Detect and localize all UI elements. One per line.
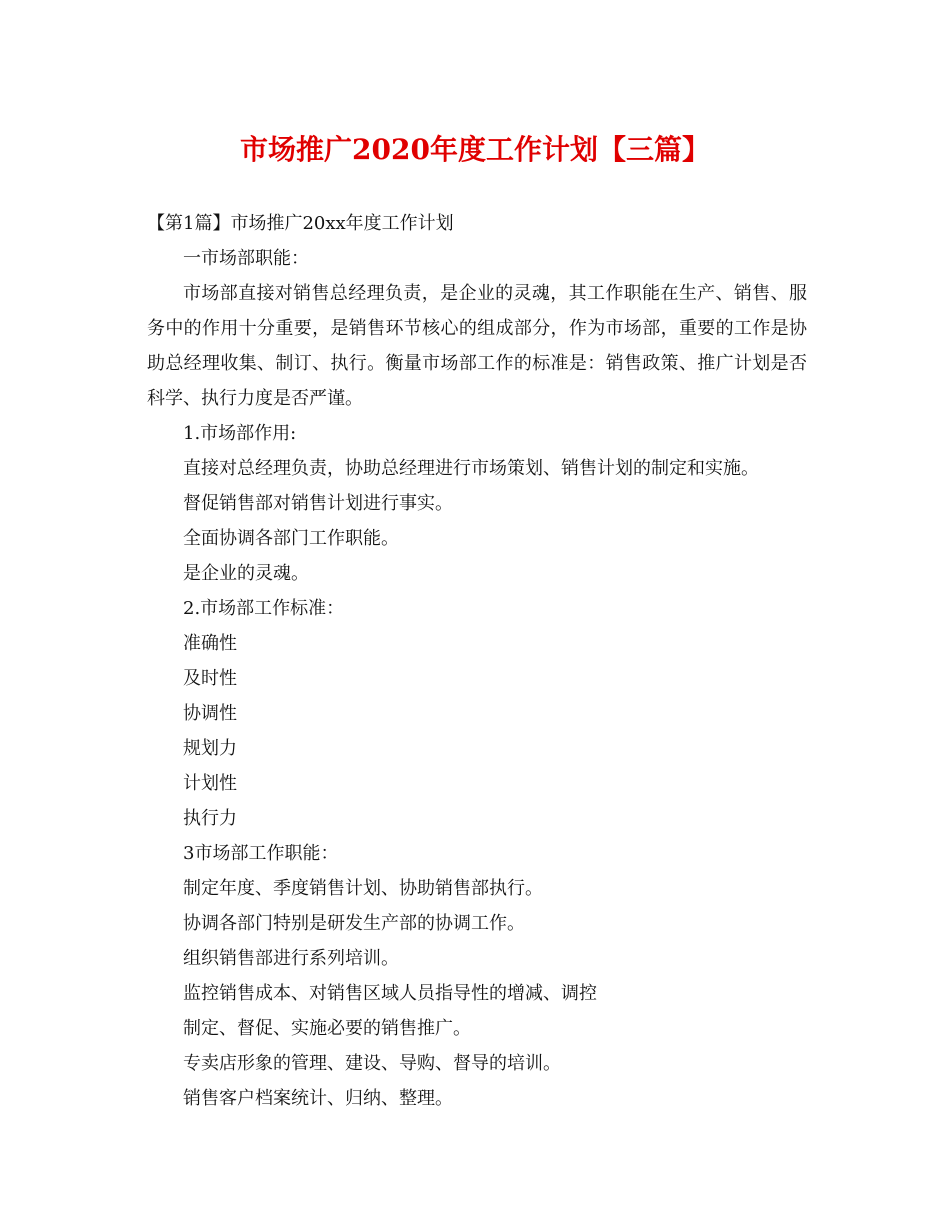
role-heading: 1.市场部作用: <box>183 423 297 444</box>
list-item: 协调性 <box>183 703 237 724</box>
standard-heading: 2.市场部工作标准： <box>183 598 345 619</box>
list-item: 是企业的灵魂。 <box>183 563 309 584</box>
section-heading: 【第1篇】市场推广20xx年度工作计划 <box>147 213 454 234</box>
part-heading: 一市场部职能： <box>183 248 309 269</box>
list-item: 制定、督促、实施必要的销售推广。 <box>183 1018 471 1039</box>
list-item: 协调各部门特别是研发生产部的协调工作。 <box>183 913 525 934</box>
list-item: 执行力 <box>183 808 237 829</box>
document-body <box>147 206 807 1116</box>
list-item: 计划性 <box>183 773 237 794</box>
list-item: 制定年度、季度销售计划、协助销售部执行。 <box>183 878 543 899</box>
list-item: 监控销售成本、对销售区域人员指导性的增减、调控 <box>183 983 597 1004</box>
list-item: 专卖店形象的管理、建设、导购、督导的培训。 <box>183 1053 561 1074</box>
list-item: 准确性 <box>183 633 237 654</box>
list-item: 督促销售部对销售计划进行事实。 <box>183 493 453 514</box>
list-item: 全面协调各部门工作职能。 <box>183 528 399 549</box>
duty-heading: 3市场部工作职能： <box>183 843 339 864</box>
list-item: 销售客户档案统计、归纳、整理。 <box>183 1088 453 1109</box>
list-item: 组织销售部进行系列培训。 <box>183 948 399 969</box>
intro-paragraph: 市场部直接对销售总经理负责，是企业的灵魂，其工作职能在生产、销售、服务中的作用十分重要，是销售环节核心的组成部分，作为市场部，重要的工作是协助总经理收集、制订、执行。衡量市场部工作的标准是：销售政策、推广计划是否科学、执行力度是否严谨。 <box>147 283 807 409</box>
list-item: 直接对总经理负责，协助总经理进行市场策划、销售计划的制定和实施。 <box>183 458 759 479</box>
list-item: 规划力 <box>183 738 237 759</box>
list-item: 及时性 <box>183 668 237 689</box>
document-title: 市场推广2020年度工作计划【三篇】 <box>240 133 710 166</box>
